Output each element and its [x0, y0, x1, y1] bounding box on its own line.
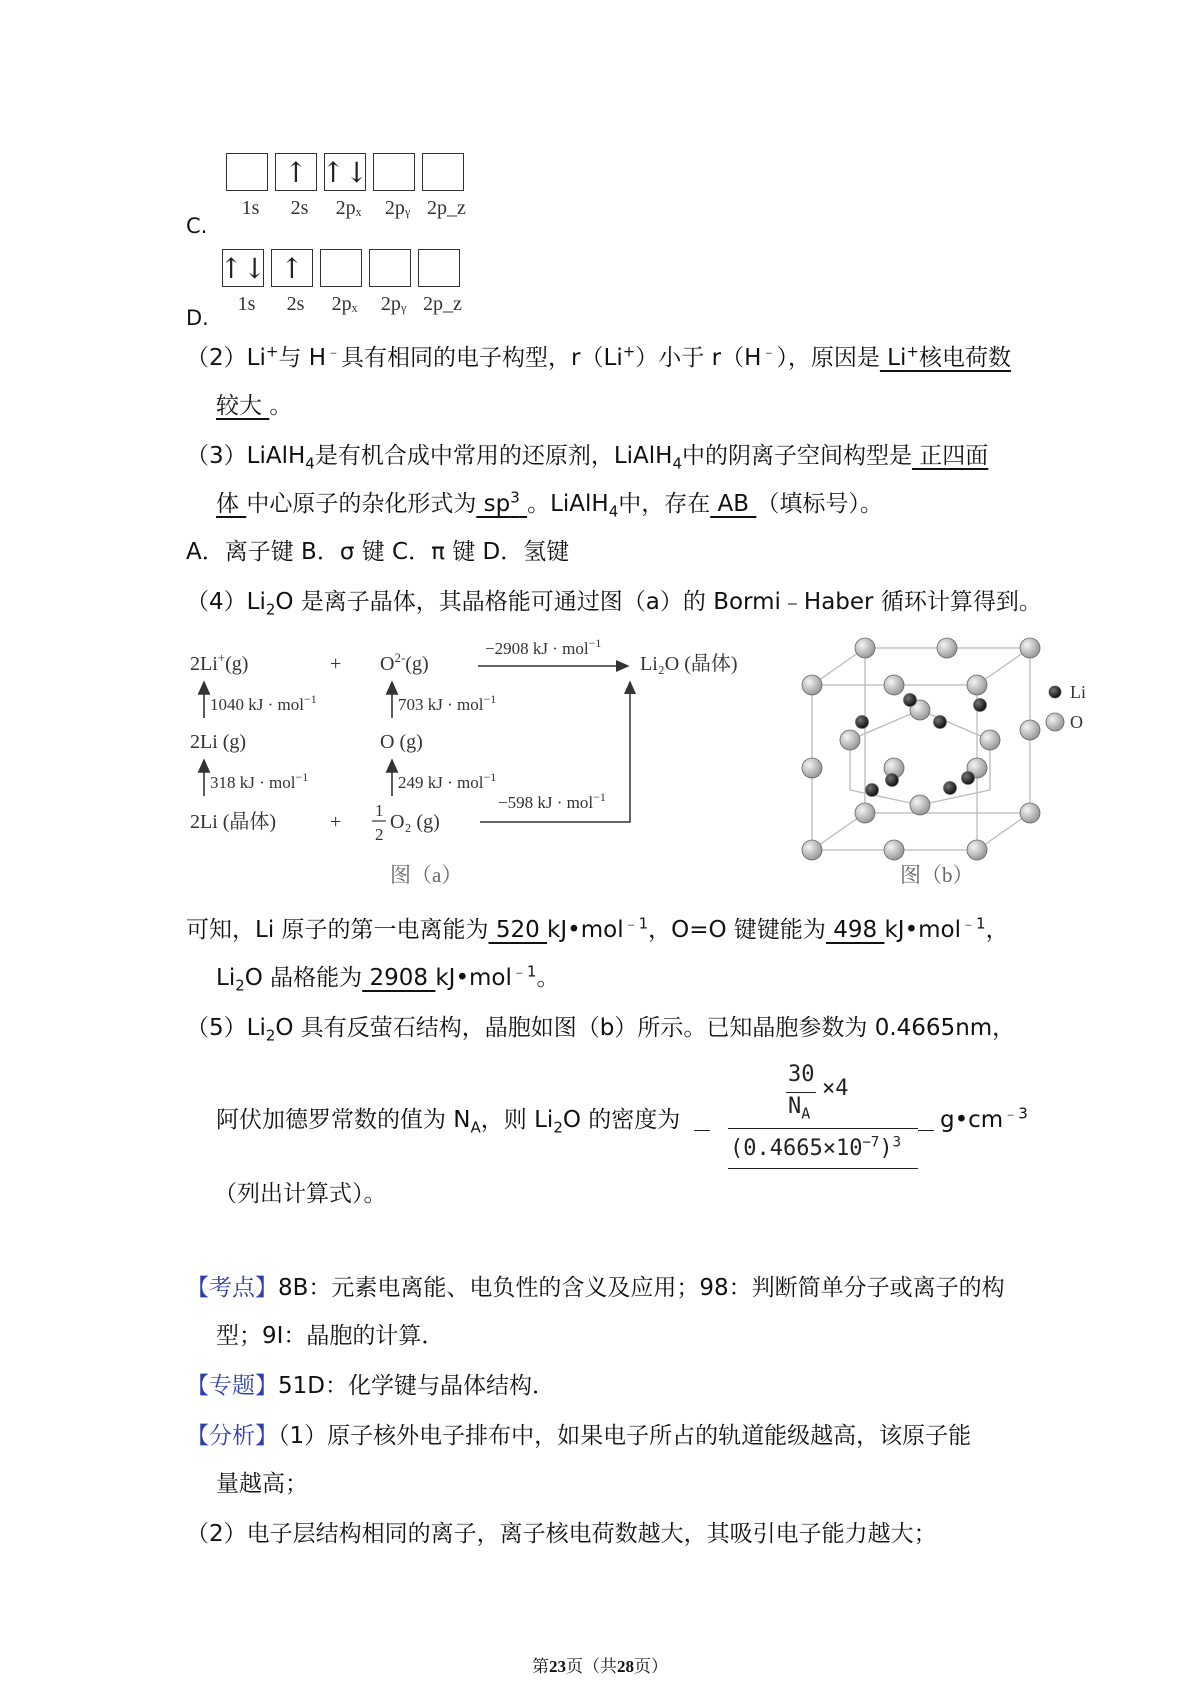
q3-line-2: [216, 488, 883, 520]
dissociation-label: 249 kJ · mol$^{-1}$: [398, 770, 497, 792]
q4-answer-line-1: [186, 914, 1009, 946]
fraction-bar: [728, 1128, 918, 1129]
page-number: 23: [549, 1657, 566, 1676]
lithium-atom: [904, 694, 917, 707]
text: 与 H: [278, 345, 327, 371]
orbital-box: [369, 249, 411, 287]
answer-underline: [728, 1168, 918, 1169]
q5-line-1: [186, 1012, 1015, 1044]
oxygen-atom: [1020, 720, 1040, 740]
text: ﹣1: [623, 914, 649, 933]
answer-blank: [476, 488, 527, 517]
answer-blank: 520: [488, 917, 548, 943]
text: 。: [536, 965, 560, 991]
text: ，: [985, 917, 1009, 943]
text: 中心原子的杂化形式为: [246, 491, 477, 517]
answer-blank: 较大: [216, 393, 270, 419]
oxygen-atom: [937, 638, 957, 658]
orbital-box: ↑↓: [324, 153, 366, 191]
q5-line-3: （列出计算式）。: [214, 1181, 387, 1207]
text: 2: [265, 600, 276, 619]
text: +: [622, 342, 636, 361]
text: 。LiAlH: [527, 491, 609, 517]
text: Li: [216, 965, 236, 991]
text: 2: [235, 976, 245, 995]
numerator-na: [788, 1094, 811, 1123]
text: 核电荷数: [918, 345, 1011, 371]
denominator: [730, 1136, 901, 1161]
figure-b-unit-cell: [790, 630, 1110, 900]
text: g•cm: [940, 1107, 1004, 1133]
text: 页）: [634, 1657, 668, 1676]
text: 4: [672, 454, 682, 473]
q3-options: A．离子键 B．σ 键 C．π 键 D．氢键: [186, 539, 570, 565]
oxygen-atom: [802, 840, 822, 860]
orbital-label: 2pᵧ: [380, 293, 407, 315]
fenxi-line-3: （2）电子层结构相同的离子，离子核电荷数越大，其吸引电子能力越大；: [186, 1521, 937, 1547]
page-total: 28: [617, 1657, 634, 1676]
kaodian-line-2: 型；9I：晶胞的计算．: [216, 1323, 445, 1349]
oxygen-atom: [980, 730, 1000, 750]
species-o2-g: O₂ (g): [390, 811, 440, 833]
kaodian-line-1: [186, 1272, 1005, 1304]
text: ），原因是: [776, 345, 880, 371]
option-c-letter: C.: [186, 214, 208, 238]
species-2li-g: 2Li (g): [190, 731, 247, 753]
fenxi-tag: 【分析】: [186, 1423, 278, 1449]
answer-blank: AB: [710, 491, 757, 517]
numerator-30: 30: [788, 1062, 815, 1087]
text: kJ•mol: [547, 917, 624, 943]
zhuanti-tag: 【专题】: [186, 1373, 278, 1399]
q5-line-2: [216, 1104, 680, 1136]
oxygen-atom: [855, 803, 875, 823]
text: （填标号）。: [756, 491, 883, 517]
text: 第: [532, 1657, 549, 1676]
answer-blank: 体: [216, 491, 247, 517]
q4-answer-line-2: [216, 962, 559, 994]
text: 2: [553, 1118, 563, 1137]
orbital-label: 2s: [290, 197, 309, 219]
text: 2: [265, 1026, 276, 1045]
text: −7: [862, 1134, 880, 1151]
legend-li-label: Li: [1070, 682, 1086, 702]
oxygen-atom: [1020, 638, 1040, 658]
orbital-label: 2p_z: [427, 197, 466, 219]
text: +: [906, 342, 919, 361]
text: ）小于 r（H: [635, 345, 762, 371]
text: A: [801, 1104, 811, 1123]
option-d-letter: D.: [186, 306, 209, 330]
ionization-label: 1040 kJ · mol$^{-1}$: [210, 692, 317, 714]
orbital-box: ↑↓: [222, 249, 264, 287]
text: 3: [510, 488, 520, 507]
kaodian-tag: 【考点】: [186, 1275, 278, 1301]
orbital-label: 1s: [237, 293, 256, 315]
product-li2o: Li₂O (晶体): [640, 653, 738, 675]
species-2li-crystal: 2Li (晶体): [190, 811, 277, 833]
species-2li-plus: 2Li+(g): [190, 650, 249, 675]
answer-blank: [879, 342, 1011, 371]
lithium-atom: [974, 699, 987, 712]
lithium-atom: [886, 774, 899, 787]
text: 中，存在: [618, 491, 711, 517]
text: +: [265, 342, 279, 361]
answer-underline: [918, 1130, 934, 1131]
orbital-label: 2pₓ: [331, 293, 358, 315]
orbital-box: ↑: [275, 153, 317, 191]
text: 4: [608, 502, 619, 521]
lithium-atom: [962, 772, 975, 785]
text: kJ•mol: [884, 917, 962, 943]
text: ﹣3: [1003, 1104, 1028, 1123]
text: 4: [305, 454, 315, 473]
figure-b-caption: 图（b）: [900, 863, 974, 887]
orbital-box: [422, 153, 464, 191]
zhuanti-line: [186, 1370, 555, 1402]
answer-underline: [694, 1130, 710, 1131]
text: Li: [879, 345, 907, 371]
text: ﹣: [326, 342, 342, 361]
species-o-g: O (g): [380, 731, 423, 753]
text: [520, 491, 527, 517]
orbital-label: 2pᵧ: [384, 197, 411, 219]
half-denominator: 2: [375, 825, 384, 844]
text: 8B：元素电离能、电负性的含义及应用；98：判断简单分子或离子的构: [278, 1275, 1005, 1301]
text: （3）LiAlH: [186, 443, 306, 469]
text: 中的阴离子空间构型是: [681, 443, 912, 469]
text: 51D：化学键与晶体结构．: [278, 1373, 555, 1399]
legend-li-marker: [1049, 686, 1061, 698]
text: O 具有反萤石结构，晶胞如图（b）所示。已知晶胞参数为 0.4665nm，: [275, 1015, 1016, 1041]
species-o2-minus: $O^{2-}(g)$: [380, 650, 429, 675]
text: ﹣1: [511, 962, 537, 981]
orbital-label: 2p_z: [423, 293, 462, 315]
oxygen-atom: [910, 795, 930, 815]
orbital-label: 2pₓ: [335, 197, 362, 219]
figure-a-born-haber: [180, 630, 780, 900]
oxygen-atom: [855, 638, 875, 658]
text: （2）Li: [186, 345, 266, 371]
answer-blank: 2908: [362, 965, 436, 991]
density-unit: [940, 1104, 1028, 1136]
lattice-energy-label: −2908 kJ · mol$^{-1}$: [485, 636, 602, 658]
text: (0.4665×10: [730, 1136, 863, 1161]
oxygen-atom: [802, 758, 822, 778]
text: 阿伏加德罗常数的值为 N: [216, 1107, 471, 1133]
fenxi-line-2: 量越高；: [216, 1471, 308, 1497]
orbital-box: [320, 249, 362, 287]
text: ，O=O 键键能为: [648, 917, 826, 943]
q2-line-2: [216, 390, 292, 422]
plus-sign: +: [330, 811, 342, 833]
text: 。: [269, 393, 293, 419]
lithium-atom: [934, 716, 947, 729]
text: ，则 Li: [480, 1107, 554, 1133]
answer-blank: 正四面: [911, 443, 989, 469]
text: 页（共: [566, 1657, 617, 1676]
legend-o-marker: [1046, 713, 1064, 731]
orbital-box: [226, 153, 268, 191]
orbital-label: 1s: [241, 197, 260, 219]
q4-line-1: [186, 586, 1042, 618]
text: ﹣: [761, 342, 777, 361]
text: ﹣1: [961, 914, 986, 933]
lithium-atom: [866, 784, 879, 797]
half-numerator: 1: [375, 801, 384, 820]
orbital-diagram-d: [219, 249, 467, 316]
lithium-atom: [856, 716, 869, 729]
orbital-box: [418, 249, 460, 287]
text: 可知，Li 原子的第一电离能为: [186, 917, 489, 943]
text: （1）原子核外电子排布中，如果电子所占的轨道能级越高，该原子能: [278, 1423, 972, 1449]
orbital-box: [373, 153, 415, 191]
plus-sign: +: [330, 653, 342, 675]
orbital-label: 2s: [286, 293, 305, 315]
sublimation-label: 318 kJ · mol$^{-1}$: [210, 770, 309, 792]
density-fraction: [708, 1062, 930, 1172]
oxygen-atom: [967, 840, 987, 860]
oxygen-atom: [884, 675, 904, 695]
page-footer: [0, 1652, 1200, 1677]
text: O 晶格能为: [244, 965, 363, 991]
oxygen-atom: [802, 675, 822, 695]
oxygen-atom: [967, 675, 987, 695]
q3-line-1: [186, 440, 988, 472]
lithium-atom: [944, 782, 957, 795]
text: （4）Li: [186, 589, 266, 615]
text: O 的密度为: [562, 1107, 681, 1133]
orbital-diagram-c: [226, 153, 471, 220]
oxygen-atom: [884, 840, 904, 860]
text: A: [470, 1118, 481, 1137]
fenxi-line-1: [186, 1420, 971, 1452]
text: 具有相同的电子构型，r（Li: [341, 345, 623, 371]
figure-a-caption: 图（a）: [390, 863, 463, 887]
text: ): [879, 1136, 893, 1161]
numerator-times-4: ×4: [822, 1076, 849, 1101]
orbital-box: ↑: [271, 249, 313, 287]
inner-fraction-bar: [786, 1092, 816, 1093]
formation-label: −598 kJ · mol$^{-1}$: [498, 790, 606, 812]
answer-blank: 498: [825, 917, 885, 943]
cell-edges: [812, 648, 1030, 850]
text: 是有机合成中常用的还原剂，LiAlH: [314, 443, 673, 469]
text: （5）Li: [186, 1015, 266, 1041]
text: sp: [476, 491, 511, 517]
text: kJ•mol: [435, 965, 512, 991]
text: O 是离子晶体，其晶格能可通过图（a）的 Bormi﹣Haber 循环计算得到。: [275, 589, 1042, 615]
text: N: [788, 1094, 802, 1119]
oxygen-atom: [840, 730, 860, 750]
q2-line-1: [186, 342, 1011, 374]
text: 3: [892, 1134, 901, 1151]
oxygen-atom: [1020, 803, 1040, 823]
electron-affinity-label: 703 kJ · mol$^{-1}$: [398, 692, 497, 714]
legend-o-label: O: [1070, 712, 1083, 732]
